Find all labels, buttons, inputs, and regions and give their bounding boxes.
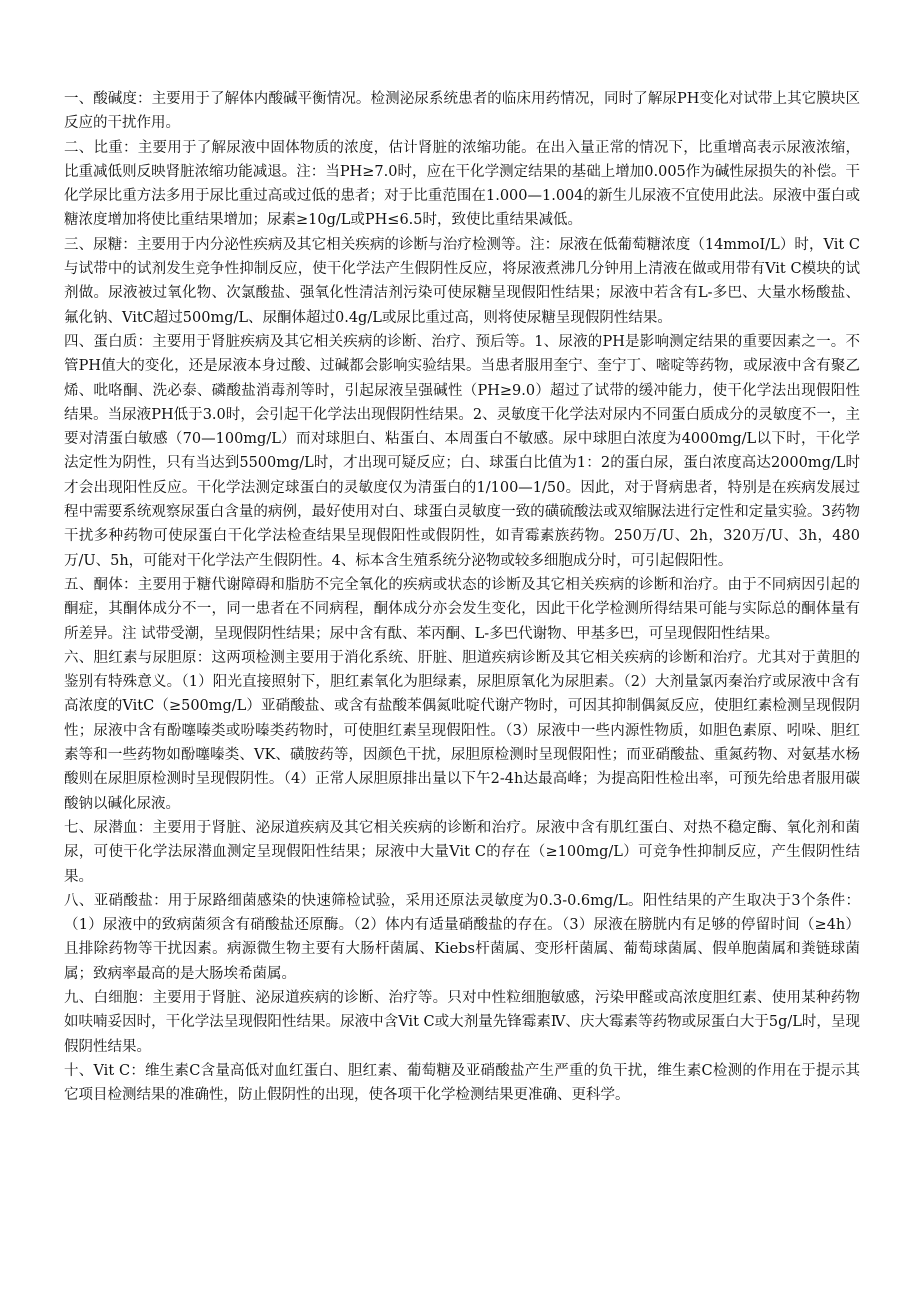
paragraph-ph: 一、酸碱度：主要用于了解体内酸碱平衡情况。检测泌尿系统患者的临床用药情况，同时了解尿PH变化对试带上其它膜块区反应的干扰作用。 [64,91,860,132]
paragraph-bilirubin-urobilinogen: 六、胆红素与尿胆原：这两项检测主要用于消化系统、肝脏、胆道疾病诊断及其它相关疾病的诊断和治疗。尤其对于黄胆的鉴别有特殊意义。（1）阳光直接照射下，胆红素氧化为胆绿素，尿胆原氧化为尿胆素。（2）大剂量氯丙秦治疗或尿液中含有高浓度的VitC（≥500mg/L）亚硝酸盐、或含有盐酸苯偶氮吡啶代谢产物时，可因其抑制偶氮反应，使胆红素检测呈现假阴性；尿液中含有酚噻嗪类或吩嗪类药物时，可使胆红素呈现假阳性。（3）尿液中一些内源性物质，如胆色素原、吲哚、胆红素等和一些药物如酚噻嗪类、VK、磺胺药等，因颜色干扰，尿胆原检测时呈现假阳性；而亚硝酸盐、重氮药物、对氨基水杨酸则在尿胆原检测时呈现假阴性。（4）正常人尿胆原排出量以下午2-4h达最高峰；为提高阳性检出率，可预先给患者服用碳酸钠以碱化尿液。 [64,649,860,812]
document-body [64,87,860,1107]
paragraph-leukocyte: 九、白细胞：主要用于肾脏、泌尿道疾病的诊断、治疗等。只对中性粒细胞敏感，污染甲醛或高浓度胆红素、使用某种药物如呋喃妥因时，干化学法呈现假阳性结果。尿液中含Vit C或大剂量先锋霉素Ⅳ、庆大霉素等药物或尿蛋白大于5g/L时，呈现假阴性结果。 [64,989,860,1055]
paragraph-glucose: 三、尿糖：主要用于内分泌性疾病及其它相关疾病的诊断与治疗检测等。注：尿液在低葡萄糖浓度（14mmoI/L）时，Vit C与试带中的试剂发生竞争性抑制反应，使干化学法产生假阴性反应，将尿液煮沸几分钟用上清液在做或用带有Vit C模块的试剂做。尿液被过氧化物、次氯酸盐、强氧化性清洁剂污染可使尿糖呈现假阳性结果；尿液中若含有L-多巴、大量水杨酸盐、氟化钠、VitC超过500mg/L、尿酮体超过0.4g/L或尿比重过高，则将使尿糖呈现假阴性结果。 [64,236,860,326]
paragraph-nitrite: 八、亚硝酸盐：用于尿路细菌感染的快速筛检试验，采用还原法灵敏度为0.3-0.6mg/L。阳性结果的产生取决于3个条件：（1）尿液中的致病菌须含有硝酸盐还原酶。（2）体内有适量硝酸盐的存在。（3）尿液在膀胱内有足够的停留时间（≥4h）且排除药物等干扰因素。病源微生物主要有大肠杆菌属、Kiebs杆菌属、变形杆菌属、葡萄球菌属、假单胞菌属和粪链球菌属；致病率最高的是大肠埃希菌属。 [64,892,860,982]
paragraph-protein: 四、蛋白质：主要用于肾脏疾病及其它相关疾病的诊断、治疗、预后等。1、尿液的PH是影响测定结果的重要因素之一。不管PH值大的变化，还是尿液本身过酸、过碱都会影响实验结果。当患者服用奎宁、奎宁丁、嘧啶等药物，或尿液中含有聚乙烯、吡咯酮、洗必泰、磷酸盐消毒剂等时，引起尿液呈强碱性（PH≥9.0）超过了试带的缓冲能力，使干化学法出现假阳性结果。当尿液PH低于3.0时，会引起干化学法出现假阴性结果。2、灵敏度干化学法对尿内不同蛋白质成分的灵敏度不一，主要对清蛋白敏感（70—100mg/L）而对球胆白、粘蛋白、本周蛋白不敏感。尿中球胆白浓度为4000mg/L以下时，干化学法定性为阴性，只有当达到5500mg/L时，才出现可疑反应；白、球蛋白比值为1：2的蛋白尿，蛋白浓度高达2000mg/L时才会出现阳性反应。干化学法测定球蛋白的灵敏度仅为清蛋白的1/100—1/50。因此，对于肾病患者，特别是在疾病发展过程中需要系统观察尿蛋白含量的病例，最好使用对白、球蛋白灵敏度一致的磺硫酸法或双缩脲法进行定性和定量实验。3药物干扰多种药物可使尿蛋白干化学法检查结果呈现假阳性或假阴性，如青霉素族药物。250万/U、2h，320万/U、3h，480万/U、5h，可能对干化学法产生假阴性。4、标本含生殖系统分泌物或较多细胞成分时，可引起假阳性。 [64,333,860,569]
paragraph-vitamin-c: 十、Vit C：维生素C含量高低对血红蛋白、胆红素、葡萄糖及亚硝酸盐产生严重的负干扰，维生素C检测的作用在于提示其它项目检测结果的准确性，防止假阴性的出现，使各项干化学检测结果更准确、更科学。 [64,1062,860,1104]
paragraph-specific-gravity: 二、比重：主要用于了解尿液中固体物质的浓度，估计肾脏的浓缩功能。在出入量正常的情况下，比重增高表示尿液浓缩，比重减低则反映肾脏浓缩功能减退。注：当PH≥7.0时，应在干化学测定结果的基础上增加0.005作为碱性尿损失的补偿。干化学尿比重方法多用于尿比重过高或过低的患者；对于比重范围在1.000—1.004的新生儿尿液不宜使用此法。尿液中蛋白或糖浓度增加将使比重结果增加；尿素≥10g/L或PH≤6.5时，致使比重结果减低。 [64,139,860,229]
paragraph-ketone: 五、酮体：主要用于糖代谢障碍和脂肪不完全氧化的疾病或状态的诊断及其它相关疾病的诊断和治疗。由于不同病因引起的酮症，其酮体成分不一，同一患者在不同病程，酮体成分亦会发生变化，因此干化学检测所得结果可能与实际总的酮体量有所差异。注 试带受潮，呈现假阴性结果；尿中含有酞、苯丙酮、L-多巴代谢物、甲基多巴，可呈现假阳性结果。 [64,576,860,642]
paragraph-occult-blood: 七、尿潜血：主要用于肾脏、泌尿道疾病及其它相关疾病的诊断和治疗。尿液中含有肌红蛋白、对热不稳定酶、氧化剂和菌尿，可使干化学法尿潜血测定呈现假阳性结果；尿液中大量Vit C的存在（≥100mg/L）可竞争性抑制反应，产生假阴性结果。 [64,819,860,885]
